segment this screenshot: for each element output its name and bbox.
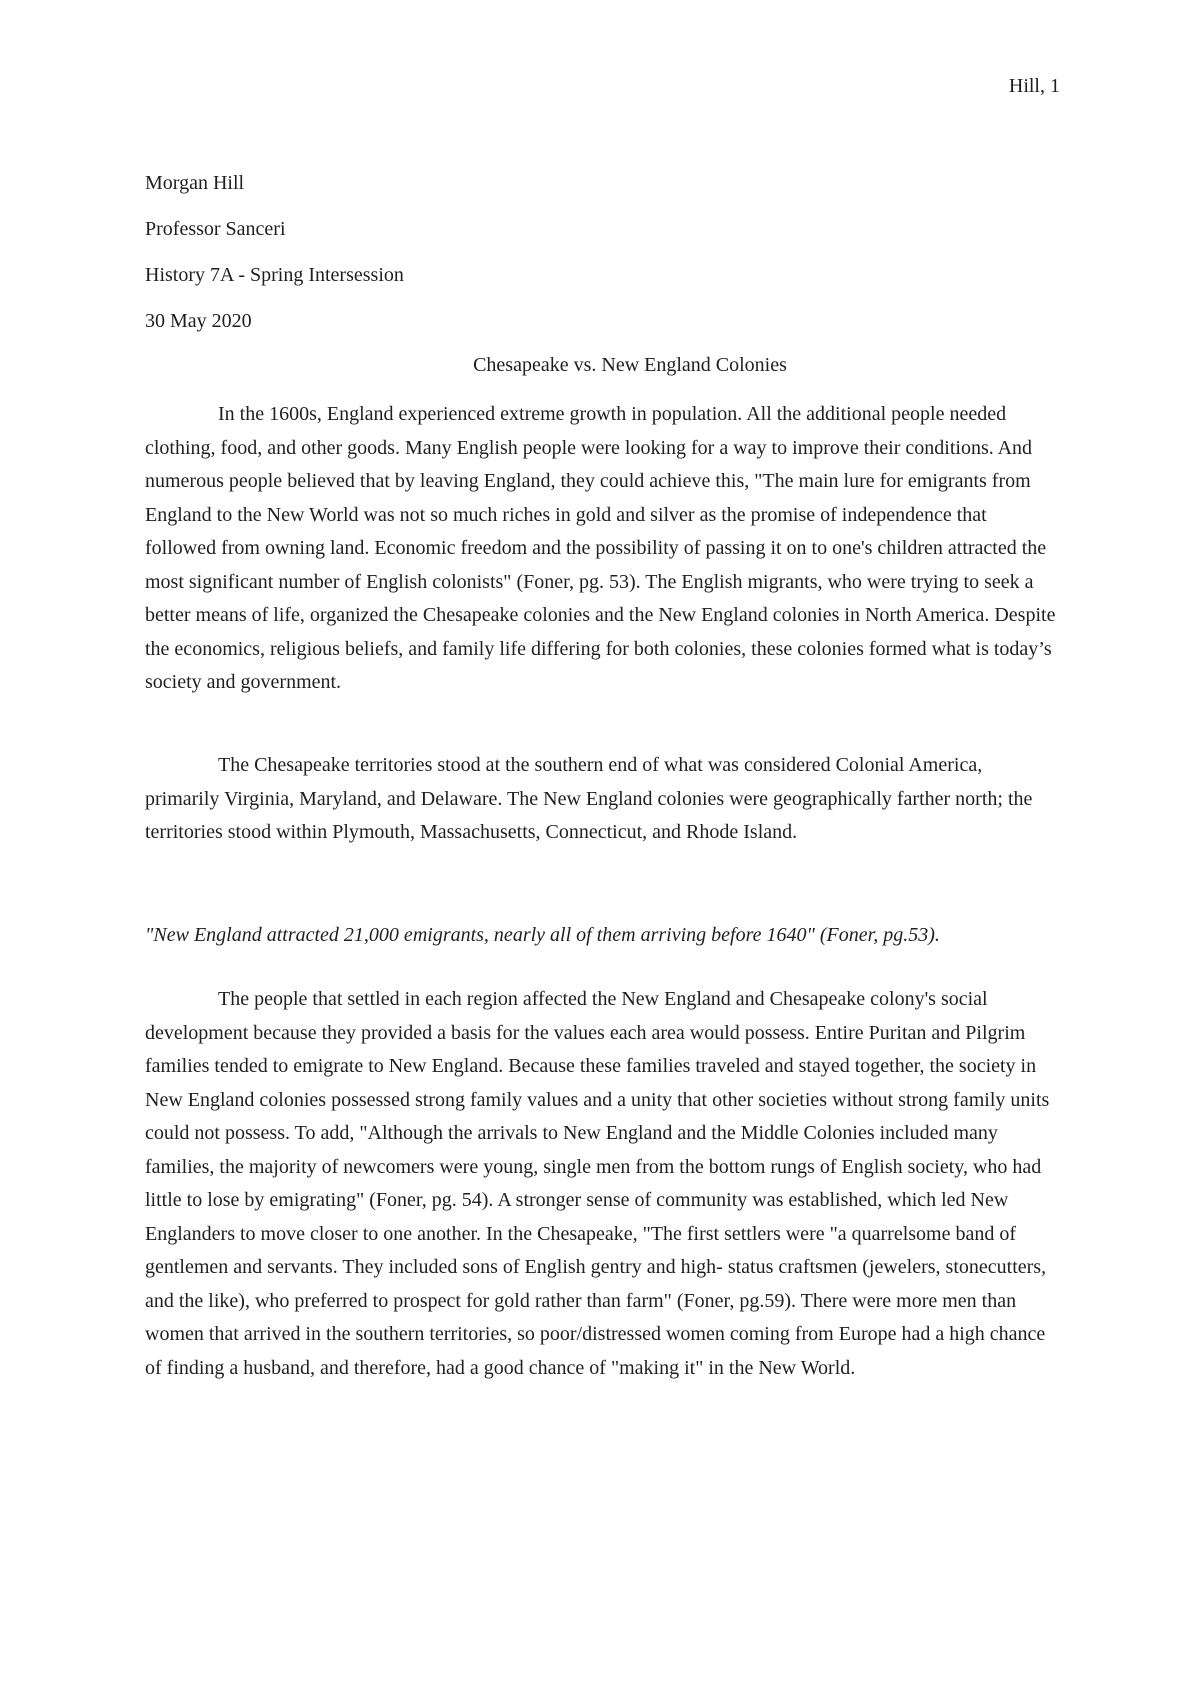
paragraph-territories: The Chesapeake territories stood at the southern end of what was considered Colonial America, primarily Virginia, Maryland, and Delaware. The New England colonies were geographically farther north; the territories stood within Plymouth, Massachusetts, Connecticut, and Rhode Island.	[145, 754, 1033, 843]
heading-block	[145, 160, 1060, 344]
paragraph-settlers: The people that settled in each region affected the New England and Chesapeake colony's social development because they provided a basis for the values each area would possess. Entire Puritan and Pilgrim families tended to emigrate to New England. Because these families traveled and stayed together, the society in New England colonies possessed strong family values and a unity that other societies without strong family units could not possess. To add, "Although the arrivals to New England and the Middle Colonies included many families, the majority of newcomers were young, single men from the bottom rungs of English society, who had little to lose by emigrating" (Foner, pg. 54). A stronger sense of community was established, which led New Englanders to move closer to one another. In the Chesapeake, "The first settlers were "a quarrelsome band of gentlemen and servants. They included sons of English gentry and high- status craftsmen (jewelers, stonecutters, and the like), who preferred to prospect for gold rather than farm" (Foner, pg.59). There were more men than women that arrived in the southern territories, so poor/distressed women coming from Europe had a high chance of finding a husband, and therefore, had a good chance of "making it" in the New World.	[145, 988, 1050, 1379]
professor-name: Professor Sanceri	[145, 218, 286, 240]
course-name: History 7A - Spring Intersession	[145, 264, 404, 286]
page-number-header: Hill, 1	[1008, 75, 1060, 97]
block-quote: "New England attracted 21,000 emigrants, nearly all of them arriving before 1640" (Foner, pg.53).	[145, 924, 940, 946]
document-title: Chesapeake vs. New England Colonies	[473, 354, 787, 376]
paragraph-intro: In the 1600s, England experienced extreme growth in population. All the additional people needed clothing, food, and other goods. Many English people were looking for a way to improve their conditions. And numerous people believed that by leaving England, they could achieve this, "The main lure for emigrants from England to the New World was not so much riches in gold and silver as the promise of independence that followed from owning land. Economic freedom and the possibility of passing it on to one's children attracted the most significant number of English colonists" (Foner, pg. 53). The English migrants, who were trying to seek a better means of life, organized the Chesapeake colonies and the New England colonies in North America. Despite the economics, religious beliefs, and family life differing for both colonies, these colonies formed what is today’s society and government.	[145, 403, 1056, 693]
author-name: Morgan Hill	[145, 172, 245, 194]
document-date: 30 May 2020	[145, 310, 252, 332]
